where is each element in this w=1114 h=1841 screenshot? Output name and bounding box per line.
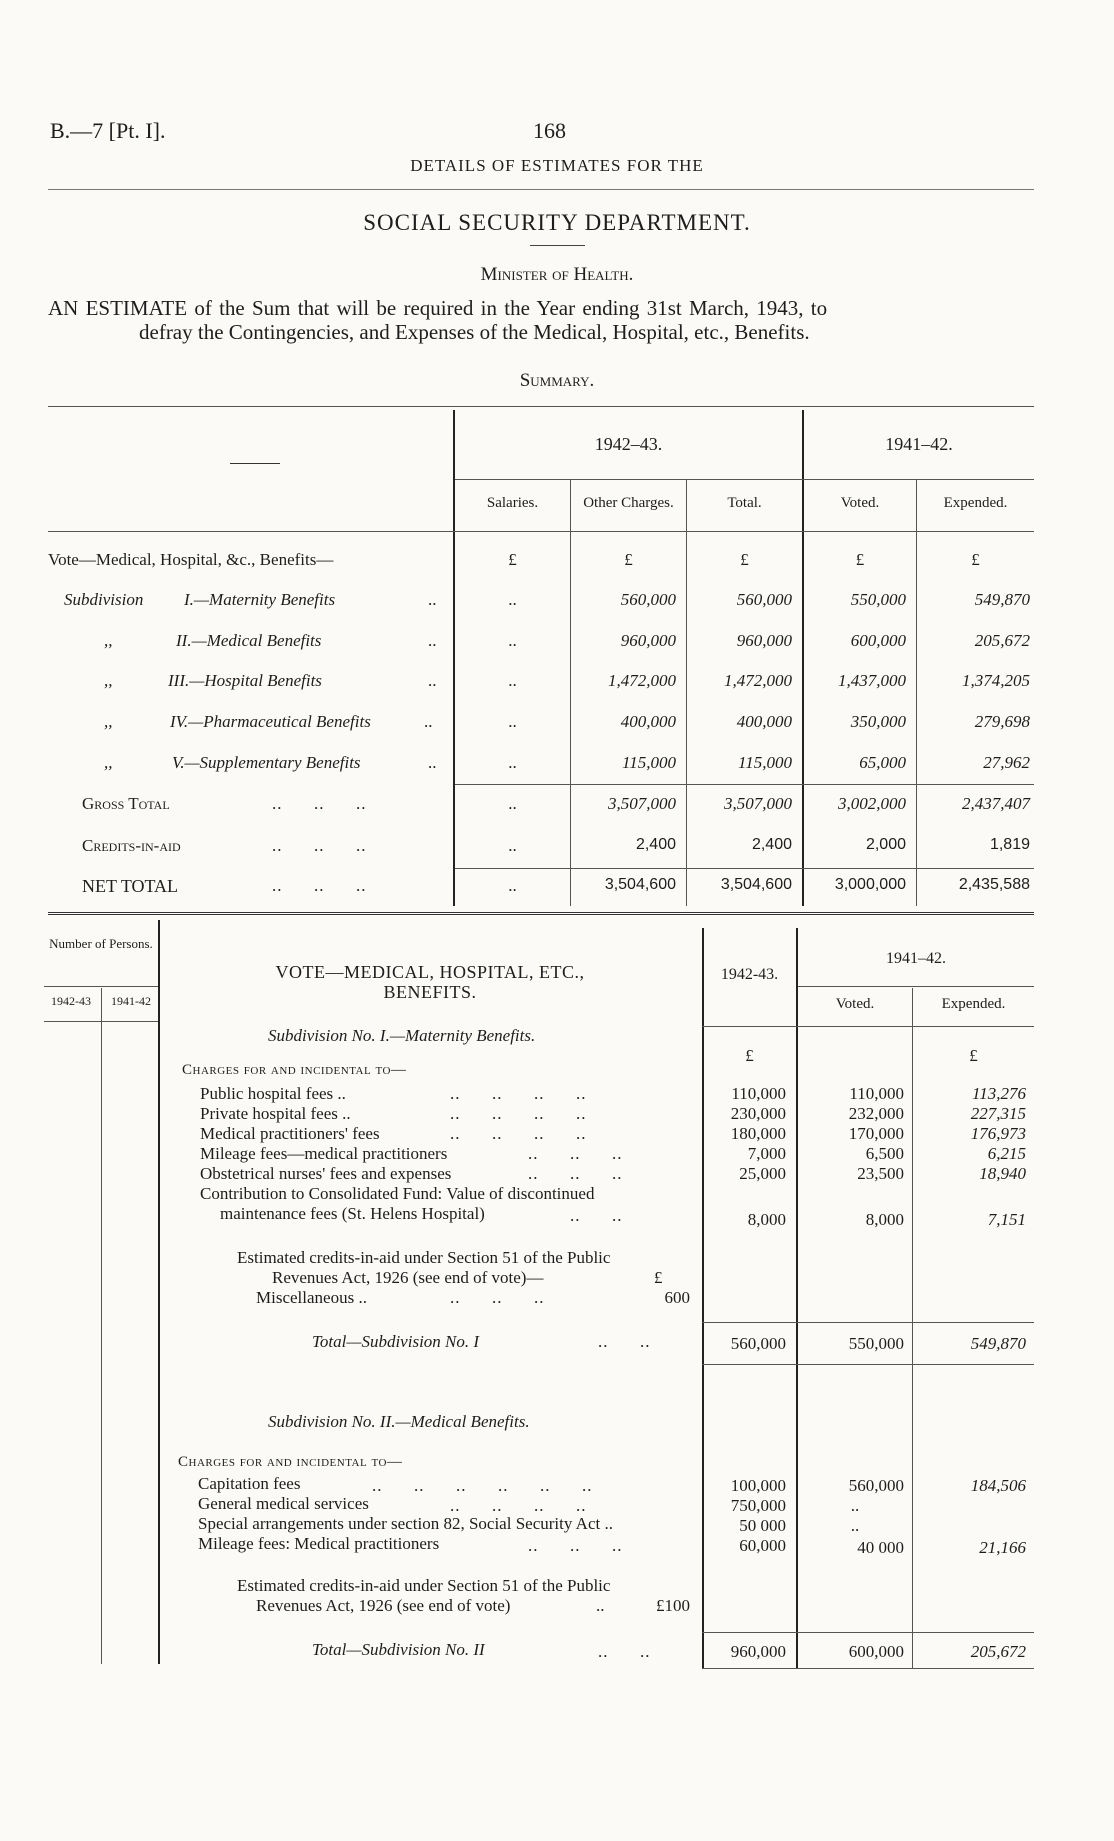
voted-cell: 600,000 [848, 1642, 904, 1661]
leader-dots: .. .. .. [450, 1288, 545, 1307]
row-label: I.—Maternity Benefits [184, 590, 336, 609]
total-label: Total—Subdivision No. I [312, 1332, 480, 1351]
item-label-cont: maintenance fees (St. Helens Hospital) [220, 1204, 485, 1223]
sub2-credits-line-1: Estimated credits-in-aid under Section 51 of the Public [237, 1576, 611, 1595]
leader-dots: .. .. .. [272, 836, 367, 855]
summary-title: Summary. [519, 370, 595, 391]
misc-label: Miscellaneous .. [256, 1288, 367, 1307]
row-prefix: ,, [104, 712, 113, 731]
expended-cell: 2,437,407 [962, 794, 1030, 813]
leader-dots: .. .. .. [528, 1144, 623, 1163]
vote-label: Vote—Medical, Hospital, &c., Benefits— [48, 550, 334, 569]
currency-symbol: £ [654, 1268, 663, 1287]
sub2-credits-line-2: Revenues Act, 1926 (see end of vote) [256, 1596, 511, 1615]
expended-cell: 113,276 [972, 1084, 1026, 1103]
sub1-charges-heading: Charges for and incidental to— [182, 1062, 407, 1078]
currency-symbol: £ [508, 550, 517, 569]
current-cell: 560,000 [730, 1334, 786, 1353]
expended-cell: 7,151 [987, 1210, 1026, 1229]
item-label: Contribution to Consolidated Fund: Value of discontinued [200, 1184, 595, 1203]
other-charges-cell: 3,507,000 [608, 794, 676, 813]
row-label: IV.—Pharmaceutical Benefits [170, 712, 371, 731]
row-prefix: ,, [104, 671, 113, 690]
total-label: Total—Subdivision No. II [312, 1640, 485, 1659]
total-cell: 1,472,000 [724, 671, 792, 690]
current-cell: 180,000 [730, 1124, 786, 1143]
other-charges-cell: 2,400 [635, 836, 676, 853]
row-prefix: Subdivision [64, 590, 144, 609]
salaries-cell: .. [508, 753, 517, 772]
salaries-cell: .. [508, 590, 517, 609]
col-expended: Expended. [943, 495, 1008, 511]
item-label: Medical practitioners' fees [200, 1124, 380, 1143]
voted-cell: .. [850, 1496, 860, 1515]
total-cell: 115,000 [738, 753, 792, 772]
col-voted: Voted. [840, 495, 880, 511]
page-number: 168 [533, 118, 566, 143]
other-charges-cell: 1,472,000 [608, 671, 676, 690]
leader-dots: .. .. .. [528, 1164, 623, 1183]
total-cell: 2,400 [751, 836, 792, 853]
minister-line: Minister of Health. [480, 264, 634, 285]
leader-dots: .. .. [598, 1332, 651, 1351]
sub1-title: Subdivision No. I.—Maternity Benefits. [268, 1026, 536, 1045]
sub1-credits-line-2: Revenues Act, 1926 (see end of vote)— [272, 1268, 544, 1287]
summary-year-previous: 1941–42. [885, 434, 953, 454]
page-subtitle: DETAILS OF ESTIMATES FOR THE [410, 156, 704, 175]
estimate-line-1: AN ESTIMATE of the Sum that will be required in the Year ending 31st March, 1943, to [48, 296, 828, 320]
expended-cell: 549,870 [970, 1334, 1026, 1353]
item-label: Obstetrical nurses' fees and expenses [200, 1164, 452, 1183]
row-label: Gross Total [82, 794, 170, 813]
currency-symbol: £ [740, 550, 749, 569]
salaries-cell: .. [508, 836, 517, 855]
other-charges-cell: 560,000 [620, 590, 676, 609]
row-label: NET TOTAL [82, 876, 179, 896]
sub2-title: Subdivision No. II.—Medical Benefits. [268, 1412, 530, 1431]
salaries-cell: .. [508, 876, 517, 895]
currency-symbol: £ [971, 550, 980, 569]
current-cell: 50 000 [739, 1516, 786, 1535]
salaries-cell: .. [508, 794, 517, 813]
currency-symbol: £ [745, 1046, 754, 1065]
vote-title-line-2: BENEFITS. [383, 982, 477, 1002]
row-label: V.—Supplementary Benefits [172, 753, 361, 772]
vote-col-voted: Voted. [835, 996, 875, 1012]
col-other-charges: Other Charges. [583, 495, 674, 511]
expended-cell: 176,973 [970, 1124, 1026, 1143]
currency-symbol: £ [969, 1046, 978, 1065]
voted-cell: 600,000 [850, 631, 906, 650]
salaries-cell: .. [508, 671, 517, 690]
leader-dots: .. .. .. .. [450, 1104, 587, 1123]
leader-dots: .. [428, 631, 437, 650]
persons-header: Number of Persons. [49, 936, 153, 951]
sub1-credits-line-1: Estimated credits-in-aid under Section 51 of the Public [237, 1248, 611, 1267]
voted-cell: 23,500 [857, 1164, 904, 1183]
item-label: General medical services [198, 1494, 369, 1513]
sub2-credits-value: £100 [656, 1596, 690, 1615]
voted-cell: 2,000 [865, 836, 906, 853]
expended-cell: 205,672 [970, 1642, 1026, 1661]
vote-title-line-1: VOTE—MEDICAL, HOSPITAL, ETC., [275, 962, 585, 982]
total-cell: 3,507,000 [724, 794, 792, 813]
persons-col-1942: 1942-43 [51, 994, 91, 1008]
estimate-line-2: defray the Contingencies, and Expenses of the Medical, Hospital, etc., Benefits. [139, 320, 810, 344]
other-charges-cell: 400,000 [620, 712, 676, 731]
voted-cell: 232,000 [848, 1104, 904, 1123]
current-cell: 960,000 [730, 1642, 786, 1661]
leader-dots: .. .. .. .. [450, 1084, 587, 1103]
current-cell: 750,000 [730, 1496, 786, 1515]
current-cell: 230,000 [730, 1104, 786, 1123]
department-title: SOCIAL SECURITY DEPARTMENT. [363, 210, 751, 235]
expended-cell: 2,435,588 [958, 876, 1030, 893]
leader-dots: .. [428, 590, 437, 609]
item-label: Private hospital fees .. [200, 1104, 351, 1123]
current-cell: 8,000 [747, 1210, 786, 1229]
expended-cell: 279,698 [974, 712, 1030, 731]
current-cell: 7,000 [747, 1144, 786, 1163]
voted-cell: 65,000 [859, 753, 906, 772]
leader-dots: .. [428, 671, 437, 690]
total-cell: 560,000 [736, 590, 792, 609]
expended-cell: 227,315 [970, 1104, 1026, 1123]
expended-cell: 27,962 [983, 753, 1030, 772]
vote-col-expended: Expended. [941, 996, 1006, 1012]
row-prefix: ,, [104, 753, 113, 772]
salaries-cell: .. [508, 712, 517, 731]
vote-year-previous: 1941–42. [886, 950, 946, 967]
row-label: II.—Medical Benefits [176, 631, 322, 650]
other-charges-cell: 115,000 [622, 753, 676, 772]
document-ref: B.—7 [Pt. I]. [50, 118, 166, 143]
current-cell: 100,000 [730, 1476, 786, 1495]
voted-cell: 110,000 [849, 1084, 904, 1103]
current-cell: 25,000 [739, 1164, 786, 1183]
other-charges-cell: 3,504,600 [604, 876, 676, 893]
expended-cell: 184,506 [970, 1476, 1026, 1495]
item-label: Mileage fees: Medical practitioners [198, 1534, 440, 1553]
currency-symbol: £ [855, 550, 865, 569]
col-salaries: Salaries. [486, 495, 539, 511]
expended-cell: 549,870 [974, 590, 1030, 609]
leader-dots: .. .. .. [272, 794, 367, 813]
voted-cell: 550,000 [848, 1334, 904, 1353]
leader-dots: .. .. .. [272, 876, 367, 895]
item-label: Mileage fees—medical practitioners [200, 1144, 448, 1163]
total-cell: 400,000 [736, 712, 792, 731]
expended-cell: 18,940 [979, 1164, 1026, 1183]
total-cell: 3,504,600 [720, 876, 792, 893]
current-cell: 60,000 [739, 1536, 786, 1555]
total-cell: 960,000 [736, 631, 792, 650]
row-label: III.—Hospital Benefits [168, 671, 322, 690]
voted-cell: 170,000 [848, 1124, 904, 1143]
expended-cell: 1,819 [989, 836, 1030, 853]
voted-cell: 3,000,000 [834, 876, 906, 893]
other-charges-cell: 960,000 [620, 631, 676, 650]
item-label: Public hospital fees .. [200, 1084, 346, 1103]
vote-year-current: 1942-43. [720, 966, 779, 983]
voted-cell: 40 000 [857, 1538, 904, 1557]
salaries-cell: .. [508, 631, 517, 650]
current-cell: 110,000 [731, 1084, 786, 1103]
voted-cell: 1,437,000 [838, 671, 906, 690]
expended-cell: 1,374,205 [962, 671, 1030, 690]
row-prefix: ,, [104, 631, 113, 650]
leader-dots: .. [596, 1596, 605, 1615]
expended-cell: 6,215 [987, 1144, 1026, 1163]
leader-dots: .. [428, 753, 437, 772]
voted-cell: .. [850, 1516, 860, 1535]
row-label: Credits-in-aid [82, 836, 181, 855]
sub2-charges-heading: Charges for and incidental to— [178, 1454, 403, 1470]
item-label: Capitation fees [198, 1474, 301, 1493]
voted-cell: 3,002,000 [838, 794, 906, 813]
leader-dots: .. .. .. .. .. .. [372, 1476, 593, 1495]
voted-cell: 8,000 [865, 1210, 904, 1229]
leader-dots: .. .. .. .. [450, 1496, 587, 1515]
expended-cell: 21,166 [979, 1538, 1026, 1557]
currency-symbol: £ [624, 550, 633, 569]
item-label: Special arrangements under section 82, Social Security Act .. [198, 1514, 613, 1533]
voted-cell: 560,000 [848, 1476, 904, 1495]
voted-cell: 6,500 [865, 1144, 904, 1163]
voted-cell: 550,000 [850, 590, 906, 609]
leader-dots: .. .. [570, 1206, 623, 1225]
leader-dots: .. .. .. [528, 1536, 623, 1555]
leader-dots: .. .. [598, 1642, 651, 1661]
expended-cell: 205,672 [974, 631, 1030, 650]
summary-year-current: 1942–43. [594, 434, 663, 454]
leader-dots: .. [424, 712, 433, 731]
misc-value: 600 [664, 1288, 690, 1307]
col-total: Total. [727, 495, 762, 511]
leader-dots: .. .. .. .. [450, 1124, 587, 1143]
voted-cell: 350,000 [850, 712, 906, 731]
persons-col-1941: 1941-42 [111, 994, 151, 1008]
